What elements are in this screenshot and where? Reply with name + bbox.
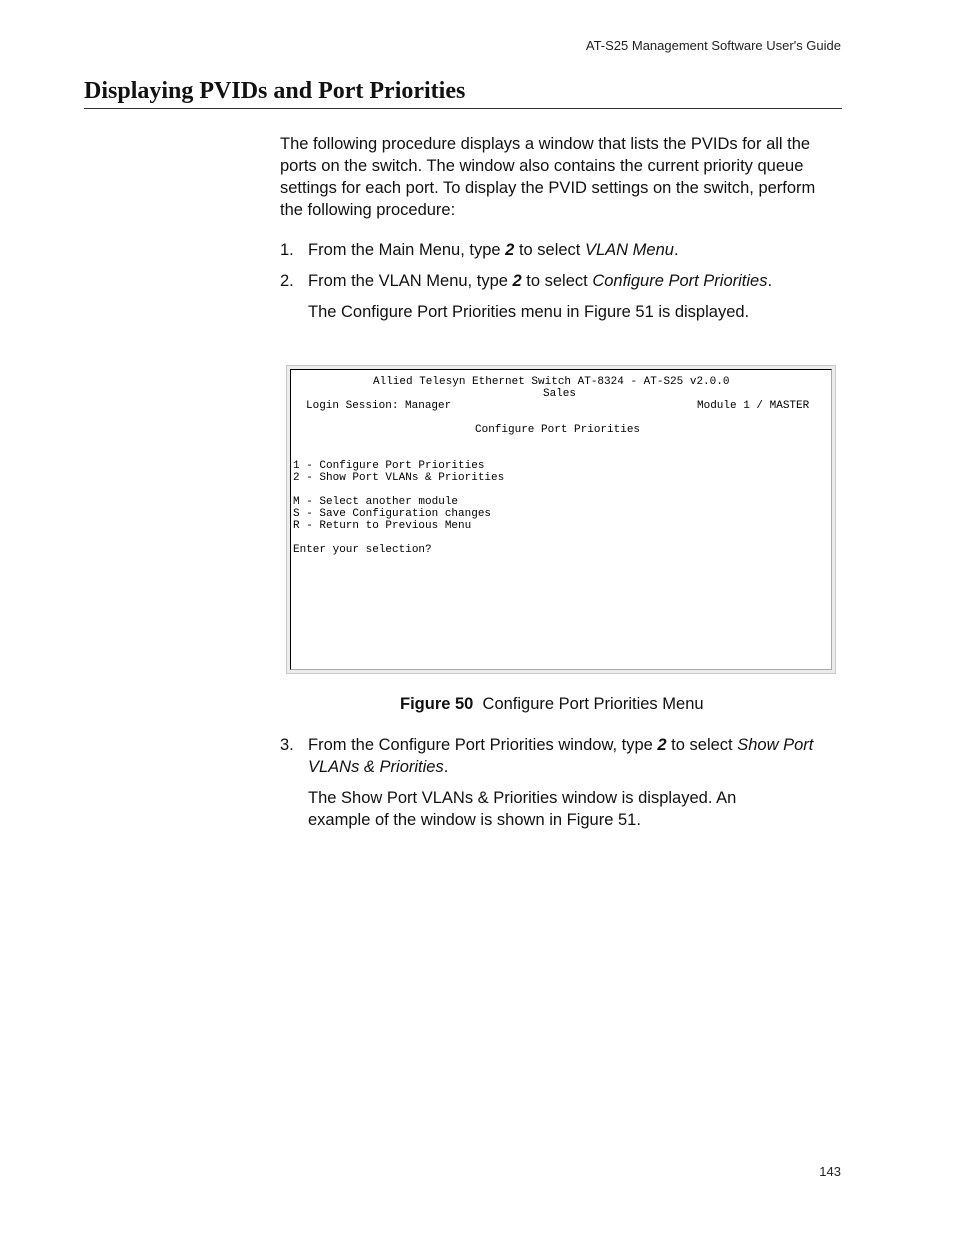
figure-caption (400, 693, 704, 715)
step-text-part: to select (514, 241, 585, 259)
step-text (308, 270, 842, 292)
menu-reference: VLAN Menu (584, 241, 674, 259)
terminal-menu-title: Configure Port Priorities (475, 424, 641, 436)
step-text (308, 734, 842, 778)
terminal-window (290, 369, 832, 670)
running-header: AT-S25 Management Software User's Guide (585, 38, 841, 53)
step-text-part: From the Main Menu, type (308, 241, 506, 259)
page-number: 143 (819, 1164, 841, 1179)
terminal-prompt: Enter your selection? (293, 544, 432, 556)
terminal-module: Module 1 / MASTER (697, 400, 810, 412)
figure-label: Figure 50 (400, 695, 474, 713)
menu-reference: Configure Port Priorities (592, 272, 768, 290)
key-press: 2 (512, 272, 522, 290)
step-text-part: From the Configure Port Priorities window, type (308, 736, 658, 754)
terminal-session: Login Session: Manager (306, 400, 452, 412)
step-text-part: to select (666, 736, 738, 754)
figure-title: Configure Port Priorities Menu (482, 695, 704, 713)
key-press: 2 (505, 241, 515, 259)
terminal-screenshot (286, 365, 836, 674)
step-2-note: The Configure Port Priorities menu in Figure 51 is displayed. (308, 303, 750, 321)
key-press: 2 (657, 736, 667, 754)
step-number: 1. (280, 241, 294, 259)
intro-paragraph: The following procedure displays a window that lists the PVIDs for all the ports on the switch. The window also contains the current priority queue settings for each port. To display the PVID settings on the switch, perform the following procedure: (280, 135, 816, 219)
step-number: 3. (280, 736, 294, 754)
terminal-option: S - Save Configuration changes (293, 508, 492, 520)
step-text (308, 239, 842, 261)
step-text-part: to select (521, 272, 593, 290)
terminal-system-name: Sales (543, 388, 577, 400)
terminal-option: 1 - Configure Port Priorities (293, 460, 485, 472)
step-text-part: . (443, 758, 449, 776)
terminal-banner: Allied Telesyn Ethernet Switch AT-8324 - AT-S25 v2.0.0 (373, 376, 730, 388)
terminal-option: R - Return to Previous Menu (293, 520, 472, 532)
section-title: Displaying PVIDs and Port Priorities (84, 78, 842, 109)
step-3-note: The Show Port VLANs & Priorities window is displayed. An example of the window is shown in Figure 51. (308, 789, 737, 829)
step-text-part: . (673, 241, 679, 259)
step-number: 2. (280, 272, 294, 290)
step-text-part: From the VLAN Menu, type (308, 272, 513, 290)
menu-reference: Show Port VLANs & Priorities (308, 736, 814, 776)
terminal-option: 2 - Show Port VLANs & Priorities (293, 472, 505, 484)
step-text-part: . (767, 272, 773, 290)
terminal-option: M - Select another module (293, 496, 459, 508)
